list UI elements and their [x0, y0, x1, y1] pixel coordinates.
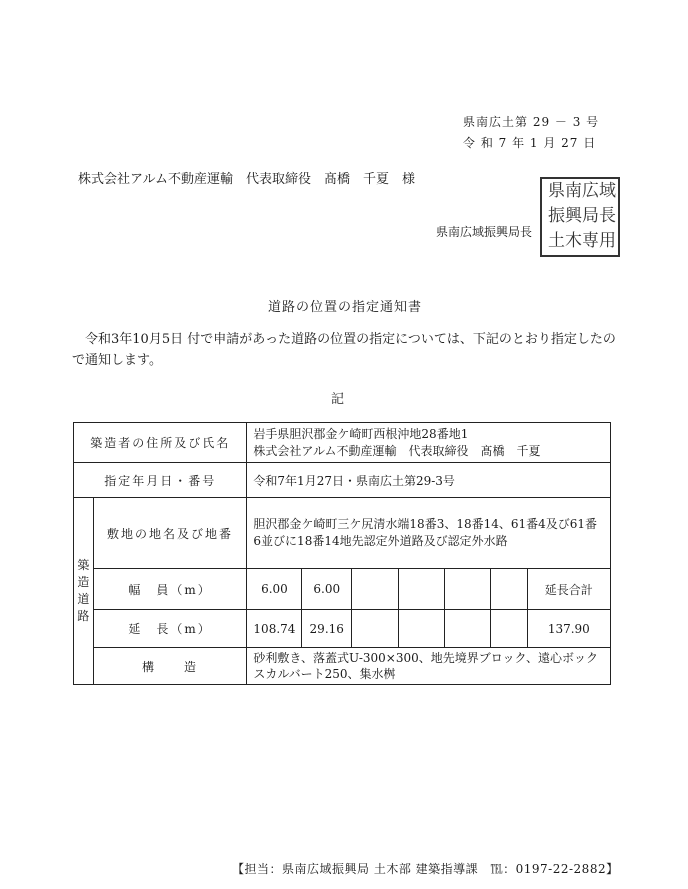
length-cell [444, 610, 490, 648]
road-designation-table [73, 422, 611, 685]
section-label-text: 築造道路 [77, 558, 90, 623]
seal-char: 用 [599, 231, 616, 251]
length-label: 延 長（m） [93, 610, 247, 648]
width-cell [398, 569, 444, 610]
document-number: 県南広土第 29 － 3 号 [463, 115, 600, 129]
seal-char: 木 [565, 231, 582, 251]
seal-char: 県 [548, 181, 565, 201]
ki-marker: 記 [331, 392, 345, 407]
builder-address: 岩手県胆沢郡金ケ崎町西根沖地28番地1 [253, 426, 469, 441]
seal-char: 振 [548, 206, 565, 226]
section-label [74, 498, 94, 685]
structure-label: 構 造 [93, 648, 247, 685]
builder-value [247, 423, 611, 463]
seal-char: 域 [599, 181, 616, 201]
body-paragraph: 令和3年10月5日 付で申請があった道路の位置の指定については、下記のとおり指定したので通知します。 [72, 332, 616, 368]
seal-char: 長 [599, 206, 616, 226]
length-total: 137.90 [527, 610, 610, 648]
lot-value: 胆沢郡金ケ崎町三ケ尻清水端18番3、18番14、61番4及び61番6並びに18番14地先認定外道路及び認定外水路 [247, 498, 611, 569]
addressee: 株式会社アルム不動産運輸 代表取締役 髙橋 千夏 様 [78, 172, 415, 187]
builder-label: 築造者の住所及び氏名 [74, 423, 247, 463]
width-cell: 6.00 [247, 569, 302, 610]
length-cell [398, 610, 444, 648]
width-label: 幅 員（m） [93, 569, 247, 610]
seal-char: 広 [582, 181, 599, 201]
designation-value: 令和7年1月27日・県南広土第29-3号 [247, 463, 611, 498]
length-cell [352, 610, 398, 648]
issuer: 県南広域振興局長 [436, 225, 533, 239]
seal-char: 興 [565, 206, 582, 226]
seal-char: 局 [582, 206, 599, 226]
lot-label: 敷地の地名及び地番 [93, 498, 247, 569]
width-cell: 6.00 [302, 569, 352, 610]
document-date: 令 和 7 年 1 月 27 日 [463, 136, 597, 150]
seal-char: 南 [565, 181, 582, 201]
official-seal [540, 177, 620, 257]
length-cell: 29.16 [302, 610, 352, 648]
width-cell [444, 569, 490, 610]
extension-total-label: 延長合計 [527, 569, 610, 610]
width-cell [491, 569, 527, 610]
seal-char: 土 [548, 231, 565, 251]
contact-footer: 【担当：県南広域振興局 土木部 建築指導課 ℡：0197-22-2882】 [232, 862, 619, 876]
width-cell [352, 569, 398, 610]
builder-name: 株式会社アルム不動産運輸 代表取締役 髙橋 千夏 [253, 443, 541, 458]
seal-char: 専 [582, 231, 599, 251]
length-cell: 108.74 [247, 610, 302, 648]
designation-label: 指定年月日・番号 [74, 463, 247, 498]
document-title: 道路の位置の指定通知書 [268, 300, 423, 315]
length-cell [491, 610, 527, 648]
structure-value: 砂利敷き、落蓋式U-300×300、地先境界ブロック、遠心ボックスカルバート250、集水桝 [247, 648, 611, 685]
